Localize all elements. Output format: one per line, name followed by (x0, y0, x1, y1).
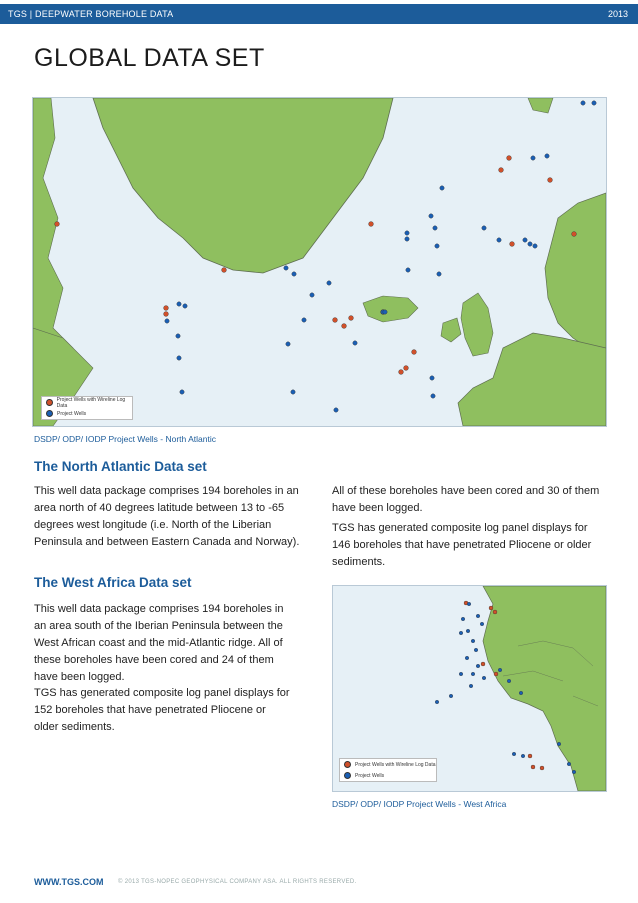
header-year: 2013 (607, 9, 628, 19)
legend-item-wells (42, 408, 132, 419)
north-atlantic-para-right-1: All of these boreholes have been cored and 30 of them have been logged. (332, 485, 600, 514)
north-atlantic-legend (41, 396, 133, 420)
north-atlantic-para-right-2: TGS has generated composite log panel displays for 146 boreholes that have penetrated Pliocene or older sediments. (332, 522, 592, 568)
well-icon (344, 772, 351, 779)
north-atlantic-map (32, 97, 607, 427)
west-africa-map (332, 585, 607, 792)
footer-copyright: © 2013 TGS-NOPEC GEOPHYSICAL COMPANY ASA. ALL RIGHTS RESERVED. (118, 879, 357, 885)
well-icon (46, 410, 53, 417)
west-africa-legend (339, 758, 437, 782)
header-bar (0, 4, 638, 24)
west-africa-para-2: TGS has generated composite log panel displays for 152 boreholes that have penetrated Pliocene or older sediments. (34, 687, 290, 733)
page-title: GLOBAL DATA SET (34, 44, 265, 72)
north-atlantic-para-left: This well data package comprises 194 boreholes in an area north of 40 degrees latitude between 13 to -65 degrees west longitude (i.e. North of the Liberian Peninsula and between Eastern Canada and Norway). (34, 485, 300, 548)
west-africa-heading: The West Africa Data set (34, 575, 192, 590)
legend-label-logged: Project Wells with Wireline Log Data (355, 761, 436, 768)
west-africa-para-1: This well data package comprises 194 boreholes in an area south of the Iberian Peninsula between the West African coast and the mid-Atlantic ridge. All of these boreholes have been cored and 24 of them have been logged. (34, 603, 284, 683)
legend-item-logged (42, 397, 132, 408)
legend-item-logged (340, 759, 436, 770)
legend-label-wells: Project Wells (57, 410, 87, 417)
legend-label-logged: Project Wells with Wireline Log Data (56, 396, 126, 409)
footer-website-link[interactable]: WWW.TGS.COM (34, 877, 104, 887)
west-africa-caption: DSDP/ ODP/ IODP Project Wells - West Africa (332, 799, 507, 809)
north-atlantic-map-graphic (33, 98, 606, 426)
legend-item-wells (340, 770, 436, 781)
north-atlantic-heading: The North Atlantic Data set (34, 459, 207, 474)
logged-well-icon (344, 761, 351, 768)
logged-well-icon (46, 399, 53, 406)
legend-label-wells: Project Wells (355, 772, 385, 779)
north-atlantic-caption: DSDP/ ODP/ IODP Project Wells - North Atlantic (34, 434, 217, 444)
header-title: TGS | DEEPWATER BOREHOLE DATA (8, 9, 174, 19)
